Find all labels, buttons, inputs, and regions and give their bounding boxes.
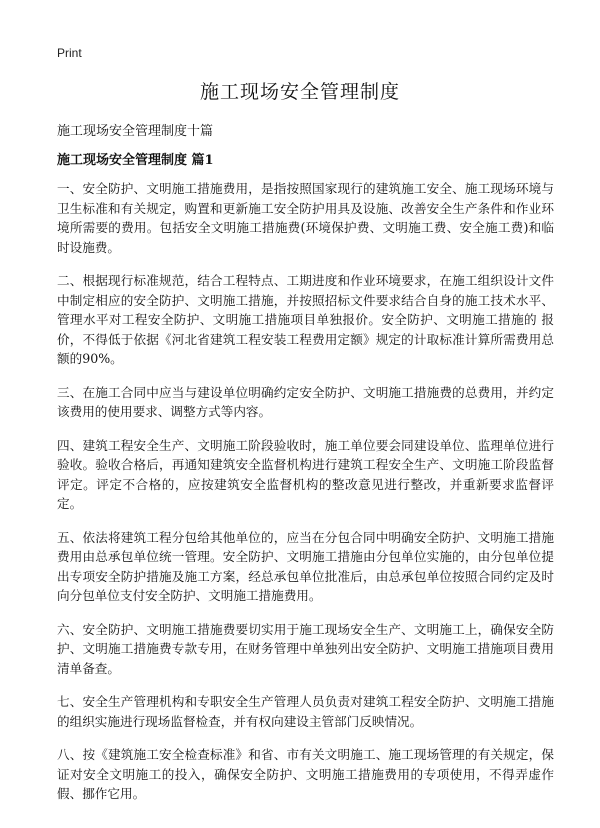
paragraph-list [57, 179, 554, 818]
paragraph-2: 二、根据现行标准规范，结合工程特点、工期进度和作业环境要求，在施工组织设计文件中制定相应的安全防护、文明施工措施，并按照招标文件要求结合自身的施工技术水平、管理水平对工程安全防护、文明施工措施项目单独报价。安全防护、文明施工措施的 报价，不得低于依据《河北省建筑工程安装工程费用定额》规定的计取标准计算所需费用总额的90%。 [57, 273, 554, 366]
section-heading: 施工现场安全管理制度 篇1 [57, 153, 214, 168]
paragraph-7: 七、安全生产管理机构和专职安全生产管理人员负责对建筑工程安全防护、文明施工措施的组织实施进行现场监督检查，并有权向建设主管部门反映情况。 [57, 694, 554, 729]
document-subtitle: 施工现场安全管理制度十篇 [57, 124, 214, 139]
paragraph-1: 一、安全防护、文明施工措施费用，是指按照国家现行的建筑施工安全、施工现场环境与卫生标准和有关规定，购置和更新施工安全防护用具及设施、改善安全生产条件和作业环境所需要的费用。包括安全文明施工措施费(环境保护费、文明施工费、安全施工费)和临时设施费。 [57, 181, 554, 255]
paragraph-4: 四、建筑工程安全生产、文明施工阶段验收时，施工单位要会同建设单位、监理单位进行验收。验收合格后，再通知建筑安全监督机构进行建筑工程安全生产、文明施工阶段监督评定。评定不合格的，应按建筑安全监督机构的整改意见进行整改，并重新要求监督评定。 [57, 437, 554, 511]
paragraph-3: 三、在施工合同中应当与建设单位明确约定安全防护、文明施工措施费的总费用，并约定该费用的使用要求、调整方式等内容。 [57, 384, 554, 419]
paragraph-6: 六、安全防护、文明施工措施费要切实用于施工现场安全生产、文明施工上，确保安全防护、文明施工措施费专款专用，在财务管理中单独列出安全防护、文明施工措施项目费用清单备查。 [57, 621, 554, 676]
document-title: 施工现场安全管理制度 [199, 81, 400, 103]
paragraph-5: 五、依法将建筑工程分包给其他单位的，应当在分包合同中明确安全防护、文明施工措施费用由总承包单位统一管理。安全防护、文明施工措施由分包单位实施的，由分包单位提出专项安全防护措施及施工方案，经总承包单位批准后，由总承包单位按照合同约定及时向分包单位支付安全防护、文明施工措施费用。 [57, 529, 554, 603]
paragraph-8: 八、按《建筑施工安全检查标准》和省、市有关文明施工、施工现场管理的有关规定，保证对安全文明施工的投入，确保安全防护、文明施工措施费用的专项使用，不得弄虚作假、挪作它用。 [57, 747, 554, 801]
print-link[interactable]: Print [57, 46, 82, 60]
